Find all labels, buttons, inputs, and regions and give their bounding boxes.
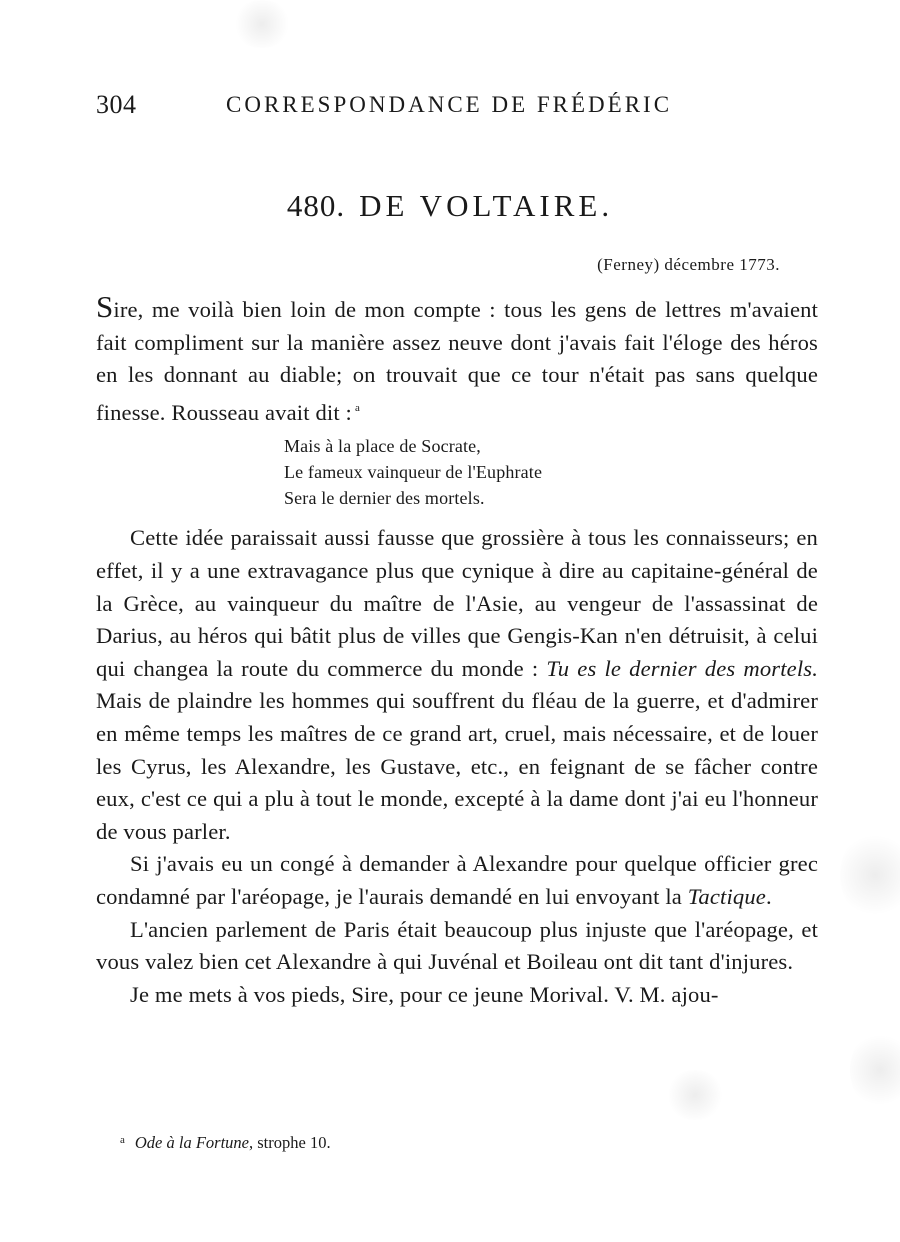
paragraph-2-text-end: Mais de plaindre les hommes qui souffrent du fléau de la guerre, et d'admirer en même temps les maîtres de ce grand art, cruel, mais nécessaire, et de louer les Cyrus, les Alexandre, les Gustave, etc., en feignant de se fâcher contre eux, c'est ce qui a plu à tout le monde, excepté à la dame dont j'ai eu l'honneur de vous parler. bbox=[96, 688, 818, 844]
letter-number: 480. bbox=[286, 188, 346, 223]
paragraph-1 bbox=[96, 289, 818, 429]
paper-smudge bbox=[850, 1030, 900, 1110]
running-title: CORRESPONDANCE DE FRÉDÉRIC bbox=[226, 92, 673, 117]
letter-dateline: (Ferney) décembre 1773. bbox=[597, 255, 780, 274]
paragraph-5: Je me mets à vos pieds, Sire, pour ce jeune Morival. V. M. ajou- bbox=[130, 981, 719, 1007]
paragraph-1-text: ire, me voilà bien loin de mon compte : tous les gens de lettres m'avaient fait compliment sur la manière assez neuve dont j'avais fait l'éloge des héros en les donnant au diable; on trouvait que ce tour n'était pas sans quelque finesse. Rousseau avait dit : bbox=[96, 297, 818, 425]
paper-smudge bbox=[665, 1070, 725, 1120]
paragraph-2-italic: Tu es le dernier des mortels. bbox=[546, 655, 818, 681]
footnote-work-title: Ode à la Fortune bbox=[134, 1133, 249, 1152]
footnote-text: , strophe 10. bbox=[249, 1133, 331, 1152]
paragraph-3-text-end: . bbox=[765, 883, 772, 909]
running-head bbox=[96, 90, 816, 124]
footnote bbox=[120, 1133, 331, 1153]
paragraph-3-italic: Tactique bbox=[687, 883, 766, 909]
letter-body bbox=[96, 289, 818, 1011]
footnote-mark: a bbox=[120, 1134, 125, 1146]
page-number: 304 bbox=[96, 90, 137, 119]
paper-smudge bbox=[232, 0, 292, 48]
paragraph-3 bbox=[96, 848, 818, 913]
paragraph-3-text-start: Si j'avais eu un congé à demander à Alexandre pour quelque officier grec condamné par l'aréopage, je l'aurais demandé en lui envoyant la bbox=[96, 851, 818, 909]
paragraph-4: L'ancien parlement de Paris était beaucoup plus injuste que l'aréopage, et vous valez bien cet Alexandre à qui Juvénal et Boileau ont dit tant d'injures. bbox=[96, 916, 818, 975]
paragraph-2 bbox=[96, 522, 818, 848]
verse-line: Le fameux vainqueur de l'Euphrate bbox=[284, 462, 543, 483]
drop-cap: S bbox=[96, 289, 114, 324]
paper-smudge bbox=[840, 830, 900, 920]
paragraph-2-text-start: Cette idée paraissait aussi fausse que grossière à tous les connaisseurs; en effet, il y a une extravagance plus que cynique à dire au capitaine-général de la Grèce, au vainqueur du maître de l'Asie, au vengeur de l'assassinat de Darius, au héros qui bâtit plus de villes que Gengis-Kan n'en détruisit, à celui qui changea la route du commerce du monde : bbox=[96, 525, 818, 681]
verse-line: Sera le dernier des mortels. bbox=[284, 488, 485, 509]
letter-title: DE VOLTAIRE. bbox=[359, 188, 614, 223]
verse-quotation bbox=[284, 433, 818, 511]
footnote-reference: a bbox=[354, 401, 361, 414]
verse-line: Mais à la place de Socrate, bbox=[284, 436, 481, 457]
letter-heading bbox=[0, 188, 900, 224]
